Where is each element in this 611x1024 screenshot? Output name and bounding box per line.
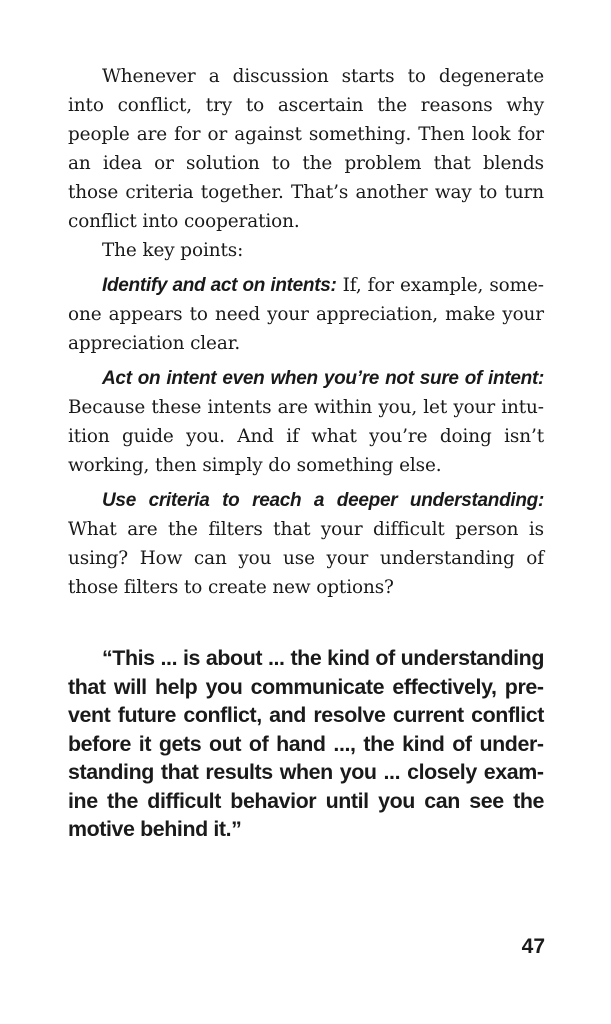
point-paragraph — [68, 271, 544, 358]
point-lead: Use criteria to reach a deeper understanding: — [102, 490, 544, 511]
point-lead: Act on intent even when you’re not sure of intent: — [102, 368, 544, 389]
point-paragraph — [68, 486, 544, 602]
point-paragraph — [68, 364, 544, 480]
point-text: If, for example, someone appears to need your appreciation, make your appreciation clear. — [68, 275, 544, 354]
page-number: 47 — [521, 935, 545, 958]
page-content — [68, 62, 544, 865]
point-lead: Identify and act on intents: — [102, 275, 337, 296]
point-text: Because these intents are within you, let your intuition guide you. And if what you’re doing isn’t working, then simply do something else. — [68, 397, 544, 476]
intro-paragraph: Whenever a discussion starts to degenerate into conflict, try to ascertain the reasons why people are for or against something. Then look for an idea or solution to the problem that blends those criteria together. That’s another way to turn conflict into cooperation. — [68, 66, 544, 232]
pull-quote: “This ... is about ... the kind of understanding that will help you communicate effectively, prevent future conflict, and resolve current conflict before it gets out of hand ..., the kind of understanding that results when you ... closely examine the difficult behavior until you can see the motive behind it.” — [68, 646, 544, 841]
key-points-heading: The key points: — [102, 240, 244, 261]
point-text: What are the filters that your difficult person is using? How can you use your understanding of those filters to create new options? — [68, 519, 544, 598]
